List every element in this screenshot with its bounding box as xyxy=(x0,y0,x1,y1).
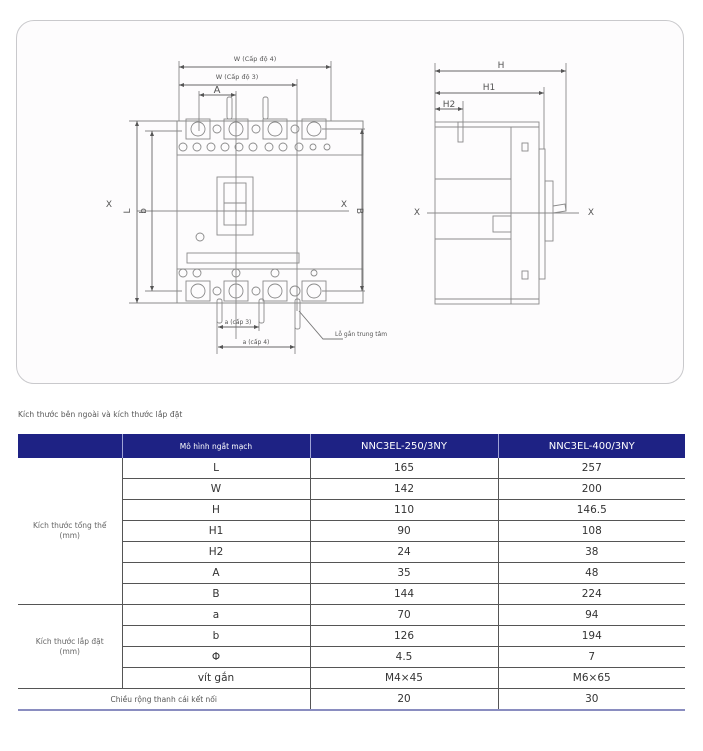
a-level4-label: a (cấp 4) xyxy=(242,339,270,346)
param-cell: a xyxy=(122,605,310,626)
handle xyxy=(224,183,246,225)
dim-a-upper-label: A xyxy=(213,85,221,96)
value-cell: 70 xyxy=(310,605,498,626)
group-unit: (mm) xyxy=(59,531,80,540)
header-model-1: NNC3EL-250/3NY xyxy=(310,434,498,458)
value-cell: 108 xyxy=(498,521,685,542)
value-cell: 144 xyxy=(310,584,498,605)
param-cell: W xyxy=(122,479,310,500)
value-cell: M4×45 xyxy=(310,668,498,689)
param-cell: B xyxy=(122,584,310,605)
value-cell: 194 xyxy=(498,626,685,647)
axis-x-side-left: X xyxy=(413,208,421,218)
axis-x-front-right: X xyxy=(340,200,348,210)
label-strip xyxy=(187,253,299,263)
axis-x-side-right: X xyxy=(587,208,595,218)
value-cell: 38 xyxy=(498,542,685,563)
value-cell: 200 xyxy=(498,479,685,500)
table-row-busbar xyxy=(18,689,685,711)
param-cell: Φ xyxy=(122,647,310,668)
value-cell: 142 xyxy=(310,479,498,500)
group-label: Kích thước lắp đặt xyxy=(35,636,104,646)
table-header-row xyxy=(18,434,685,458)
a-level3-label: a (cấp 3) xyxy=(224,319,252,326)
value-cell: 94 xyxy=(498,605,685,626)
value-cell: 7 xyxy=(498,647,685,668)
value-cell: 24 xyxy=(310,542,498,563)
group-installation-dimensions xyxy=(18,605,122,689)
group-label: Kích thước tổng thể xyxy=(32,521,107,530)
param-cell: b xyxy=(122,626,310,647)
group-unit: (mm) xyxy=(59,646,80,656)
technical-drawing-panel xyxy=(16,20,684,384)
dim-h1-label: H1 xyxy=(482,83,496,93)
value-cell: 110 xyxy=(310,500,498,521)
spec-table xyxy=(18,434,685,711)
value-cell: 224 xyxy=(498,584,685,605)
param-cell: A xyxy=(122,563,310,584)
center-hole-label: Lỗ gắn trung tâm xyxy=(335,331,388,338)
table-row xyxy=(18,458,685,479)
section-caption: Kích thước bên ngoài và kích thước lắp đặt xyxy=(18,410,183,419)
value-cell: 4.5 xyxy=(310,647,498,668)
param-cell: Chiều rộng thanh cái kết nối xyxy=(18,689,310,711)
group-overall-dimensions xyxy=(18,458,122,605)
value-cell: 48 xyxy=(498,563,685,584)
param-cell: vít gắn xyxy=(122,668,310,689)
value-cell: 146.5 xyxy=(498,500,685,521)
header-param: Mô hình ngắt mạch xyxy=(122,434,310,458)
top-terminal-block xyxy=(177,121,363,155)
param-cell: H xyxy=(122,500,310,521)
value-cell: 30 xyxy=(498,689,685,711)
header-group xyxy=(18,434,122,458)
dim-l-label: L xyxy=(123,208,133,214)
param-cell: H1 xyxy=(122,521,310,542)
value-cell: 20 xyxy=(310,689,498,711)
handle-frame xyxy=(217,177,253,235)
header-model-2: NNC3EL-400/3NY xyxy=(498,434,685,458)
value-cell: 126 xyxy=(310,626,498,647)
w-level4-label: W (Cấp độ 4) xyxy=(233,55,277,63)
dim-b-large-label: B xyxy=(354,207,364,215)
axis-x-front-left: X xyxy=(105,200,113,210)
value-cell: 257 xyxy=(498,458,685,479)
dim-b-small-label: b xyxy=(139,208,149,214)
value-cell: M6×65 xyxy=(498,668,685,689)
value-cell: 165 xyxy=(310,458,498,479)
table-row xyxy=(18,605,685,626)
value-cell: 35 xyxy=(310,563,498,584)
dimension-drawing xyxy=(17,21,685,385)
param-cell: L xyxy=(122,458,310,479)
value-cell: 90 xyxy=(310,521,498,542)
param-cell: H2 xyxy=(122,542,310,563)
breaker-front-outline xyxy=(177,121,363,303)
dim-h2-label: H2 xyxy=(442,100,456,110)
dim-h-label: H xyxy=(497,61,505,71)
w-level3-label: W (Cấp độ 3) xyxy=(215,73,259,81)
